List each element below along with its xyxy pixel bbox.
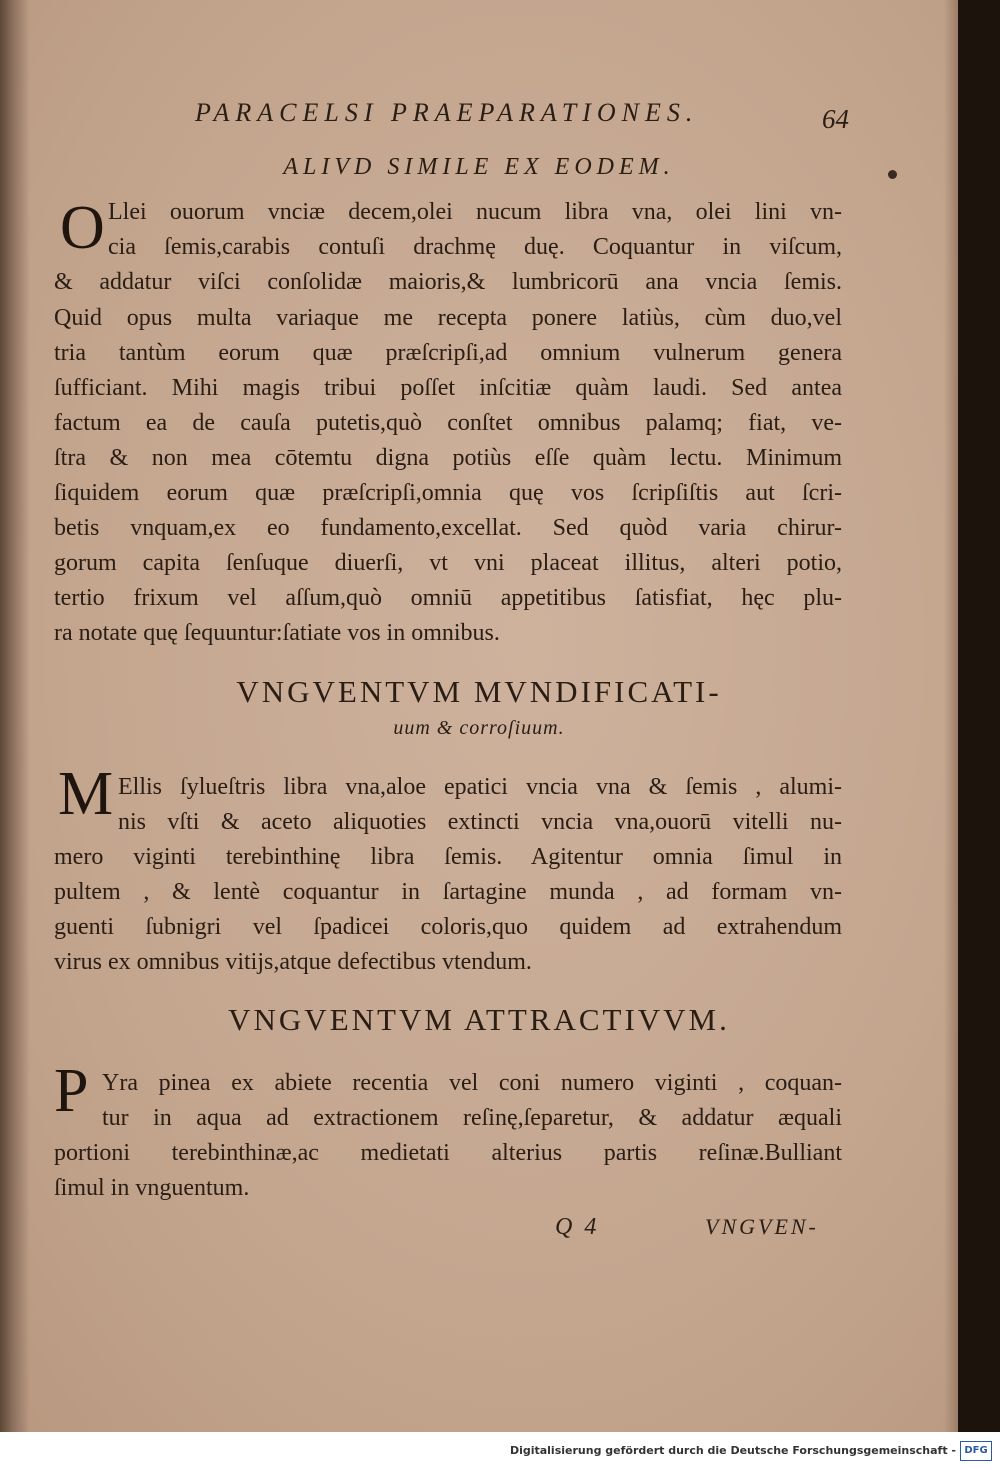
text-line: Llei ouorum vnciæ decem,olei nucum libra vna, olei lini vn- bbox=[108, 199, 842, 225]
text-line: gorum capita ſenſuque diuerſi, vt vni placeat illitus, alteri potio, bbox=[54, 550, 842, 576]
section-heading-1: ALIVD SIMILE EX EODEM. bbox=[283, 154, 675, 180]
text-line: portioni terebinthinæ,ac medietati alterius partis reſinæ.Bulliant bbox=[54, 1140, 842, 1166]
text-line: & addatur viſci conſolidæ maioris,& lumbricorū ana vncia ſemis. bbox=[54, 269, 842, 295]
text-line: tria tantùm eorum quæ præſcripſi,ad omnium vulnerum genera bbox=[54, 340, 842, 366]
text-line: Quid opus multa variaque me recepta ponere latiùs, cùm duo,vel bbox=[54, 305, 842, 331]
drop-cap-1: O bbox=[60, 194, 105, 262]
text-line: Ellis ſylueſtris libra vna,aloe epatici vncia vna & ſemis , alumi- bbox=[118, 774, 842, 800]
text-line: nis vſti & aceto aliquoties extincti vncia vna,ouorū vitelli nu- bbox=[118, 809, 842, 835]
text-line: pultem , & lentè coquantur in ſartagine munda , ad formam vn- bbox=[54, 879, 842, 905]
text-line: tur in aqua ad extractionem reſinę,ſeparetur, & addatur æquali bbox=[102, 1105, 842, 1131]
text-line: cia ſemis,carabis contuſi drachmę duę. Coquantur in viſcum, bbox=[108, 234, 842, 260]
dfg-logo: DFG bbox=[960, 1441, 992, 1461]
footer-bar bbox=[0, 1432, 1000, 1470]
text-line: virus ex omnibus vitijs,atque defectibus vtendum. bbox=[54, 949, 532, 975]
text-line: factum ea de cauſa putetis,quò conſtet omnibus palamq; fiat, ve- bbox=[54, 410, 842, 436]
section-subheading-2: uum & corroſiuum. bbox=[393, 717, 565, 739]
text-line: ra notate quę ſequuntur:ſatiate vos in omnibus. bbox=[54, 620, 500, 646]
running-head: PARACELSI PRAEPARATIONES. bbox=[195, 98, 699, 127]
text-line: ſufficiant. Mihi magis tribui poſſet inſcitiæ quàm laudi. Sed antea bbox=[54, 375, 842, 401]
text-line: betis vnquam,ex eo fundamento,excellat. Sed quòd varia chirur- bbox=[54, 515, 842, 541]
section-heading-2: VNGVENTVM MVNDIFICATI- bbox=[236, 674, 722, 709]
text-line: ſimul in vnguentum. bbox=[54, 1175, 250, 1201]
section-heading-3: VNGVENTVM ATTRACTIVVM. bbox=[228, 1002, 730, 1037]
drop-cap-3: P bbox=[54, 1057, 89, 1125]
text-line: ſtra & non mea cōtemtu digna potiùs eſſe quàm lectu. Minimum bbox=[54, 445, 842, 471]
text-line: Yra pinea ex abiete recentia vel coni numero viginti , coquan- bbox=[102, 1070, 842, 1096]
drop-cap-2: M bbox=[58, 760, 114, 828]
funding-notice: Digitalisierung gefördert durch die Deutsche Forschungsgemeinschaft - bbox=[509, 1444, 956, 1457]
page-number: 64 bbox=[822, 104, 849, 134]
text-line: ſiquidem eorum quæ præſcripſi,omnia quę vos ſcripſiſtis aut ſcri- bbox=[54, 480, 842, 506]
text-line: tertio frixum vel aſſum,quò omniū appetitibus ſatisfiat, hęc plu- bbox=[54, 585, 842, 611]
catchword: VNGVEN- bbox=[705, 1214, 819, 1239]
signature-mark: Q 4 bbox=[555, 1214, 600, 1240]
text-line: guenti ſubnigri vel ſpadicei coloris,quo quidem ad extrahendum bbox=[54, 914, 842, 940]
text-line: mero viginti terebinthinę libra ſemis. Agitentur omnia ſimul in bbox=[54, 844, 842, 870]
